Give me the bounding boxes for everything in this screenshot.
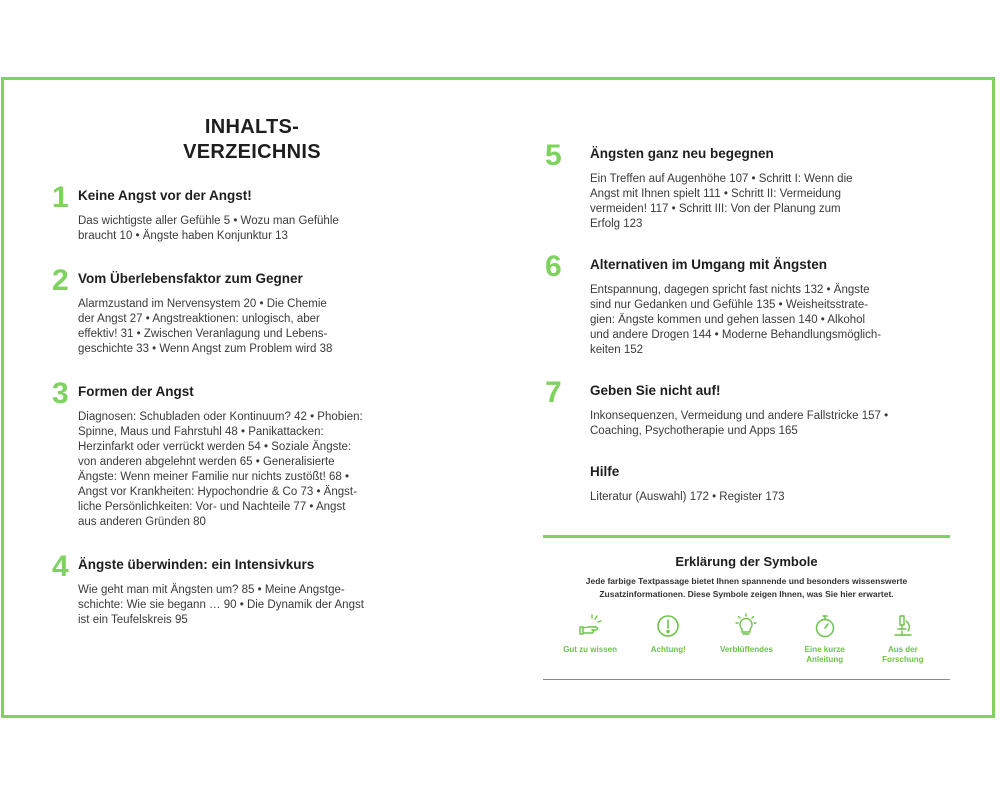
chapter-title: Vom Überlebensfaktor zum Gegner bbox=[78, 271, 303, 286]
chapter-line: Angst vor Krankheiten: Hypochondrie & Co 73 • Ängst- bbox=[78, 486, 357, 498]
toc-title-line2: VERZEICHNIS bbox=[183, 141, 321, 163]
symbol-aus-der-forschung bbox=[865, 613, 941, 665]
chapter-line: Coaching, Psychotherapie und Apps 165 bbox=[590, 425, 798, 437]
chapter-line: Alarmzustand im Nervensystem 20 • Die Chemie bbox=[78, 298, 327, 310]
symbol-label-line: Aus der bbox=[887, 645, 918, 654]
chapter-line: Entspannung, dagegen spricht fast nichts 132 • Ängste bbox=[590, 284, 870, 296]
stopwatch-icon bbox=[812, 613, 838, 639]
chapter-line: gien: Ängste kommen und gehen lassen 140 • Alkohol bbox=[590, 314, 866, 326]
symbol-label-line: Achtung! bbox=[650, 645, 686, 654]
chapter-number: 4 bbox=[52, 550, 69, 583]
symbol-label bbox=[865, 645, 941, 665]
toc-title bbox=[82, 115, 422, 165]
chapter-contents bbox=[590, 409, 950, 439]
chapter-line: aus anderen Gründen 80 bbox=[78, 516, 206, 528]
symbols-title: Erklärung der Symbole bbox=[675, 554, 818, 569]
chapter-number: 7 bbox=[545, 376, 562, 409]
symbol-label-line: Verblüffendes bbox=[720, 645, 773, 654]
chapter-2 bbox=[52, 264, 422, 357]
chapter-title: Alternativen im Umgang mit Ängsten bbox=[590, 257, 828, 272]
chapter-contents bbox=[78, 297, 422, 357]
chapter-contents bbox=[590, 283, 950, 358]
chapter-3 bbox=[52, 377, 422, 530]
chapter-contents bbox=[78, 410, 422, 530]
chapter-title: Formen der Angst bbox=[78, 384, 194, 399]
hilfe-line: Literatur (Auswahl) 172 • Register 173 bbox=[590, 491, 785, 503]
chapter-line: Ein Treffen auf Augenhöhe 107 • Schritt I: Wenn die bbox=[590, 173, 853, 185]
chapter-line: Diagnosen: Schubladen oder Kontinuum? 42 • Phobien: bbox=[78, 411, 363, 423]
chapter-line: Erfolg 123 bbox=[590, 218, 643, 230]
symbol-verblueffendes bbox=[708, 613, 784, 665]
chapter-line: keiten 152 bbox=[590, 344, 644, 356]
chapter-line: und andere Drogen 144 • Moderne Behandlungsmöglich- bbox=[590, 329, 882, 341]
toc-title-line1: INHALTS- bbox=[204, 116, 300, 138]
exclamation-icon bbox=[655, 613, 681, 639]
chapter-line: effektiv! 31 • Zwischen Veranlagung und Lebens- bbox=[78, 328, 328, 340]
symbol-label-line: Anleitung bbox=[806, 655, 844, 664]
symbols-row bbox=[543, 613, 950, 665]
hilfe-section bbox=[545, 463, 950, 505]
chapter-7 bbox=[545, 376, 950, 439]
chapter-title: Geben Sie nicht auf! bbox=[590, 383, 721, 398]
lightbulb-icon bbox=[733, 613, 759, 639]
chapter-line: Herzinfarkt oder verrückt werden 54 • Soziale Ängste: bbox=[78, 441, 352, 453]
hilfe-contents bbox=[590, 490, 950, 505]
chapter-1 bbox=[52, 181, 422, 244]
chapter-number: 5 bbox=[545, 139, 562, 172]
chapter-number: 6 bbox=[545, 250, 562, 283]
chapter-line: von anderen abgelehnt werden 65 • Generalisierte bbox=[78, 456, 335, 468]
chapter-number: 1 bbox=[52, 181, 69, 214]
chapter-line: Ängste: Wenn meiner Familie nur nichts zustößt! 68 • bbox=[78, 471, 349, 483]
chapter-line: geschichte 33 • Wenn Angst zum Problem wird 38 bbox=[78, 343, 333, 355]
chapter-title: Keine Angst vor der Angst! bbox=[78, 188, 252, 203]
chapter-5 bbox=[545, 139, 950, 232]
chapter-line: liche Persönlichkeiten: Vor- und Nachteile 77 • Angst bbox=[78, 501, 346, 513]
pointing-hand-icon bbox=[577, 613, 603, 639]
chapter-line: Inkonsequenzen, Vermeidung und andere Fallstricke 157 • bbox=[590, 410, 889, 422]
chapter-line: sind nur Gedanken und Gefühle 135 • Weisheitsstrate- bbox=[590, 299, 869, 311]
chapter-number: 2 bbox=[52, 264, 69, 297]
symbol-label-line: Eine kurze bbox=[804, 645, 845, 654]
chapter-line: ist ein Teufelskreis 95 bbox=[78, 614, 188, 626]
symbol-achtung bbox=[630, 613, 706, 665]
chapter-4 bbox=[52, 550, 422, 628]
chapter-line: Angst mit Ihnen spielt 111 • Schritt II: Vermeidung bbox=[590, 188, 841, 200]
chapter-contents bbox=[78, 214, 422, 244]
chapter-6 bbox=[545, 250, 950, 358]
symbols-legend bbox=[543, 535, 950, 680]
hilfe-title: Hilfe bbox=[590, 464, 620, 479]
chapter-line: braucht 10 • Ängste haben Konjunktur 13 bbox=[78, 230, 288, 242]
chapter-title: Ängsten ganz neu begegnen bbox=[590, 146, 774, 161]
chapter-line: schichte: Wie sie begann … 90 • Die Dynamik der Angst bbox=[78, 599, 364, 611]
chapter-line: vermeiden! 117 • Schritt III: Von der Planung zum bbox=[590, 203, 841, 215]
chapter-line: Wie geht man mit Ängsten um? 85 • Meine Angstge- bbox=[78, 584, 345, 596]
symbol-label-line: Gut zu wissen bbox=[563, 645, 617, 654]
chapter-line: der Angst 27 • Angstreaktionen: unlogisch, aber bbox=[78, 313, 320, 325]
symbol-label bbox=[552, 645, 628, 655]
symbol-eine-kurze-anleitung bbox=[787, 613, 863, 665]
chapter-line: Das wichtigste aller Gefühle 5 • Wozu man Gefühle bbox=[78, 215, 339, 227]
chapter-line: Spinne, Maus und Fahrstuhl 48 • Panikattacken: bbox=[78, 426, 324, 438]
chapter-contents bbox=[78, 583, 422, 628]
symbol-gut-zu-wissen bbox=[552, 613, 628, 665]
symbol-label bbox=[630, 645, 706, 655]
symbol-label-line: Forschung bbox=[882, 655, 924, 664]
symbols-description bbox=[543, 575, 950, 601]
symbols-description-line: Jede farbige Textpassage bietet Ihnen spannende und besonders wissenswerte bbox=[585, 576, 908, 586]
toc-right-column bbox=[545, 139, 950, 505]
symbol-label bbox=[787, 645, 863, 665]
symbols-description-line: Zusatzinformationen. Diese Symbole zeigen Ihnen, was Sie hier erwartet. bbox=[599, 589, 894, 599]
chapter-title: Ängste überwinden: ein Intensivkurs bbox=[78, 557, 315, 572]
chapter-number: 3 bbox=[52, 377, 69, 410]
microscope-icon bbox=[890, 613, 916, 639]
chapter-contents bbox=[590, 172, 950, 232]
symbol-label bbox=[708, 645, 784, 655]
toc-left-column bbox=[52, 115, 422, 654]
